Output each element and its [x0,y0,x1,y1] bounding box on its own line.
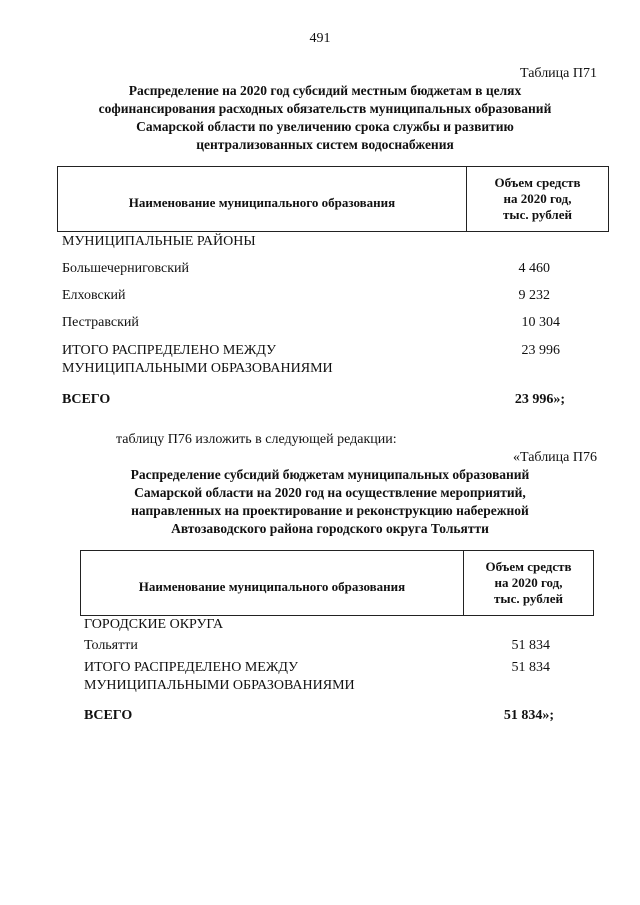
table2-title-line: направленных на проектирование и реконструкцию набережной [131,503,529,518]
subtotal-line: МУНИЦИПАЛЬНЫМИ ОБРАЗОВАНИЯМИ [62,361,333,376]
table1-subtotal [62,342,560,378]
row-name: Елховский [62,288,126,303]
table2-subtotal [84,659,550,695]
row-value: 10 304 [521,315,560,330]
table1-header-name: Наименование муниципального образования [128,195,396,210]
table2-title-line: Автозаводского района городского округа Тольятти [171,521,489,536]
table2-title-line: Распределение субсидий бюджетам муниципальных образований [130,467,530,482]
table1-label: Таблица П71 [520,66,597,81]
table1-header [57,166,609,232]
table1-title-line: софинансирования расходных обязательств муниципальных образований [98,101,552,116]
table2-title [95,466,565,538]
table1-title-line: Распределение на 2020 год субсидий местным бюджетам в целях [128,83,522,98]
row-name: Пестравский [62,315,139,330]
table1-title-line: Самарской области по увеличению срока службы и развитию [136,119,514,134]
table2-label: «Таблица П76 [513,450,597,465]
subtotal-line: МУНИЦИПАЛЬНЫМИ ОБРАЗОВАНИЯМИ [84,678,355,693]
row-value: 51 834 [511,638,550,653]
row-value: 9 232 [518,288,550,303]
table2-section: ГОРОДСКИЕ ОКРУГА [84,617,224,632]
total-label: ВСЕГО [62,392,111,407]
table2-title-line: Самарской области на 2020 год на осуществление мероприятий, [134,485,526,500]
row-name: Большечерниговский [62,261,190,276]
subtotal-line: ИТОГО РАСПРЕДЕЛЕНО МЕЖДУ [84,660,298,675]
table1-title [90,82,560,154]
row-name: Тольятти [84,638,138,653]
table1-header-amount: Объем средств на 2020 год, тыс. рублей [466,167,608,231]
page-number: 491 [309,31,331,46]
total-value: 51 834»; [503,708,554,723]
subtotal-value: 51 834 [511,660,550,675]
table2-header-name: Наименование муниципального образования [138,579,406,594]
table1-section: МУНИЦИПАЛЬНЫЕ РАЙОНЫ [62,234,256,249]
subtotal-line: ИТОГО РАСПРЕДЕЛЕНО МЕЖДУ [62,343,276,358]
table2-header [80,550,594,616]
row-value: 4 460 [518,261,550,276]
subtotal-value: 23 996 [521,343,560,358]
intro-text: таблицу П76 изложить в следующей редакции: [116,432,397,447]
total-value: 23 996»; [514,392,565,407]
total-label: ВСЕГО [84,708,133,723]
table2-header-amount: Объем средств на 2020 год, тыс. рублей [463,551,593,615]
table1-title-line: централизованных систем водоснабжения [196,137,454,152]
